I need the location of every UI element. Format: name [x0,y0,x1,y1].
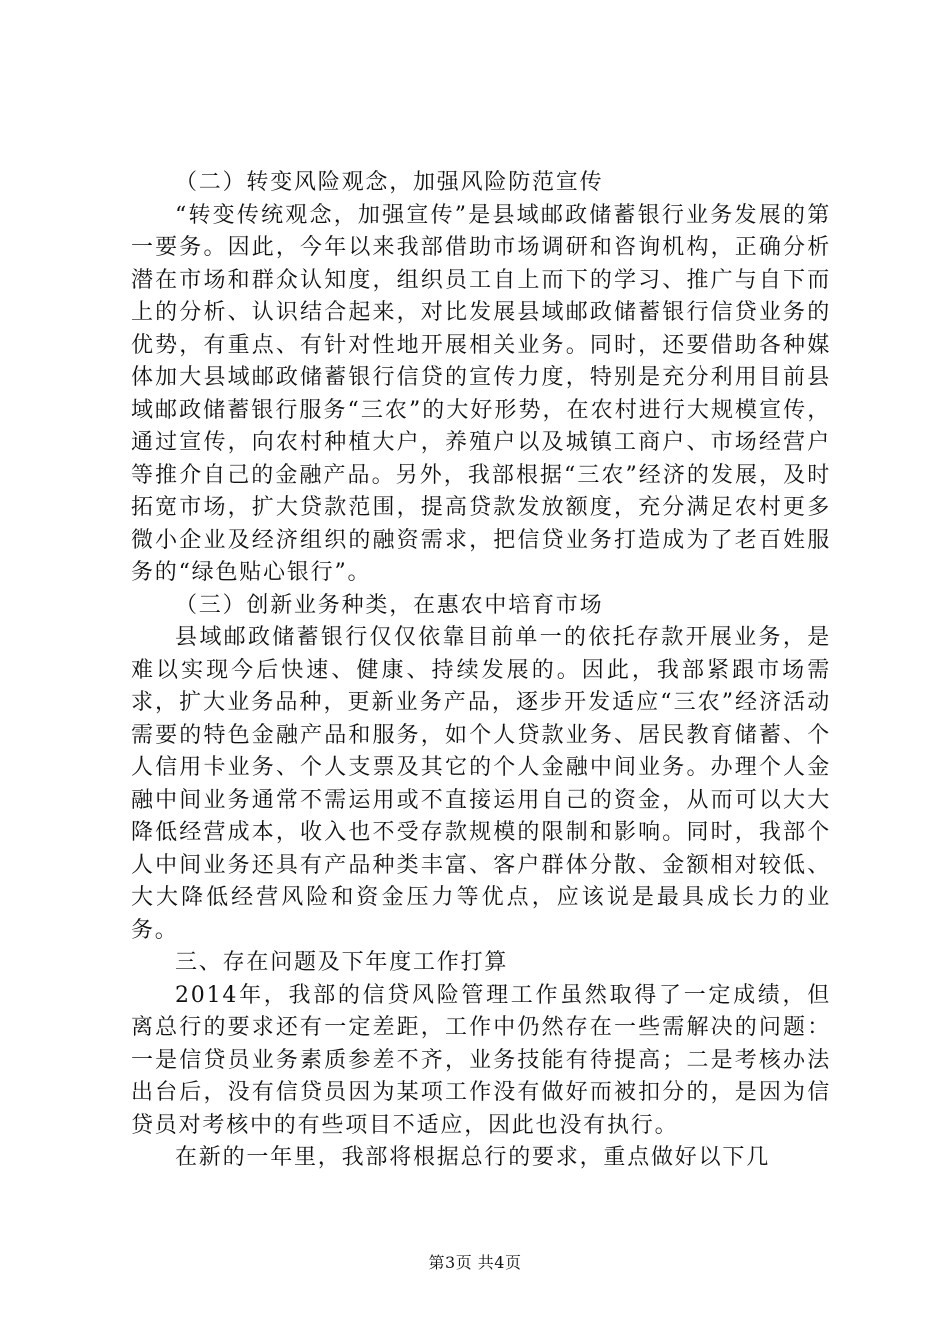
paragraph-innovation: 县域邮政储蓄银行仅仅依靠目前单一的依托存款开展业务，是难以实现今后快速、健康、持续发展的。因此，我部紧跟市场需求，扩大业务品种，更新业务产品，逐步开发适应“三农”经济活动需要的特色金融产品和服务，如个人贷款业务、居民教育储蓄、个人信用卡业务、个人支票及其它的个人金融中间业务。办理个人金融中间业务通常不需运用或不直接运用自己的资金，从而可以大大降低经营成本，收入也不受存款规模的限制和影响。同时，我部个人中间业务还具有产品种类丰富、客户群体分散、金额相对较低、大大降低经营风险和资金压力等优点，应该说是最具成长力的业务。 [131,625,831,943]
paragraph-problems: 2014年，我部的信贷风险管理工作虽然取得了一定成绩，但离总行的要求还有一定差距，工作中仍然存在一些需解决的问题：一是信贷员业务素质参差不齐，业务技能有待提高；二是考核办法出台后，没有信贷员因为某项工作没有做好而被扣分的，是因为信贷员对考核中的有些项目不适应，因此也没有执行。 [131,982,831,1138]
document-body [131,167,831,1175]
section-heading-3: （三）创新业务种类，在惠农中培育市场 [175,592,604,618]
section-heading-problems: 三、存在问题及下年度工作打算 [175,950,509,975]
paragraph-publicity: “转变传统观念，加强宣传”是县域邮政储蓄银行业务发展的第一要务。因此，今年以来我部借助市场调研和咨询机构，正确分析潜在市场和群众认知度，组织员工自上而下的学习、推广与自下而上的分析、认识结合起来，对比发展县域邮政储蓄银行信贷业务的优势，有重点、有针对性地开展相关业务。同时，还要借助各种媒体加大县域邮政储蓄银行信贷的宣传力度，特别是充分利用目前县域邮政储蓄银行服务“三农”的大好形势，在农村进行大规模宣传，通过宣传，向农村种植大户，养殖户以及城镇工商户、市场经营户等推介自己的金融产品。另外，我部根据“三农”经济的发展，及时拓宽市场，扩大贷款范围，提高贷款发放额度，充分满足农村更多微小企业及经济组织的融资需求，把信贷业务打造成为了老百姓服务的“绿色贴心银行”。 [131,202,831,585]
section-heading-2: （二）转变风险观念，加强风险防范宣传 [175,170,604,195]
paragraph-next-year: 在新的一年里，我部将根据总行的要求，重点做好以下几 [175,1145,771,1170]
page-number-footer: 第3页 共4页 [428,1253,522,1272]
